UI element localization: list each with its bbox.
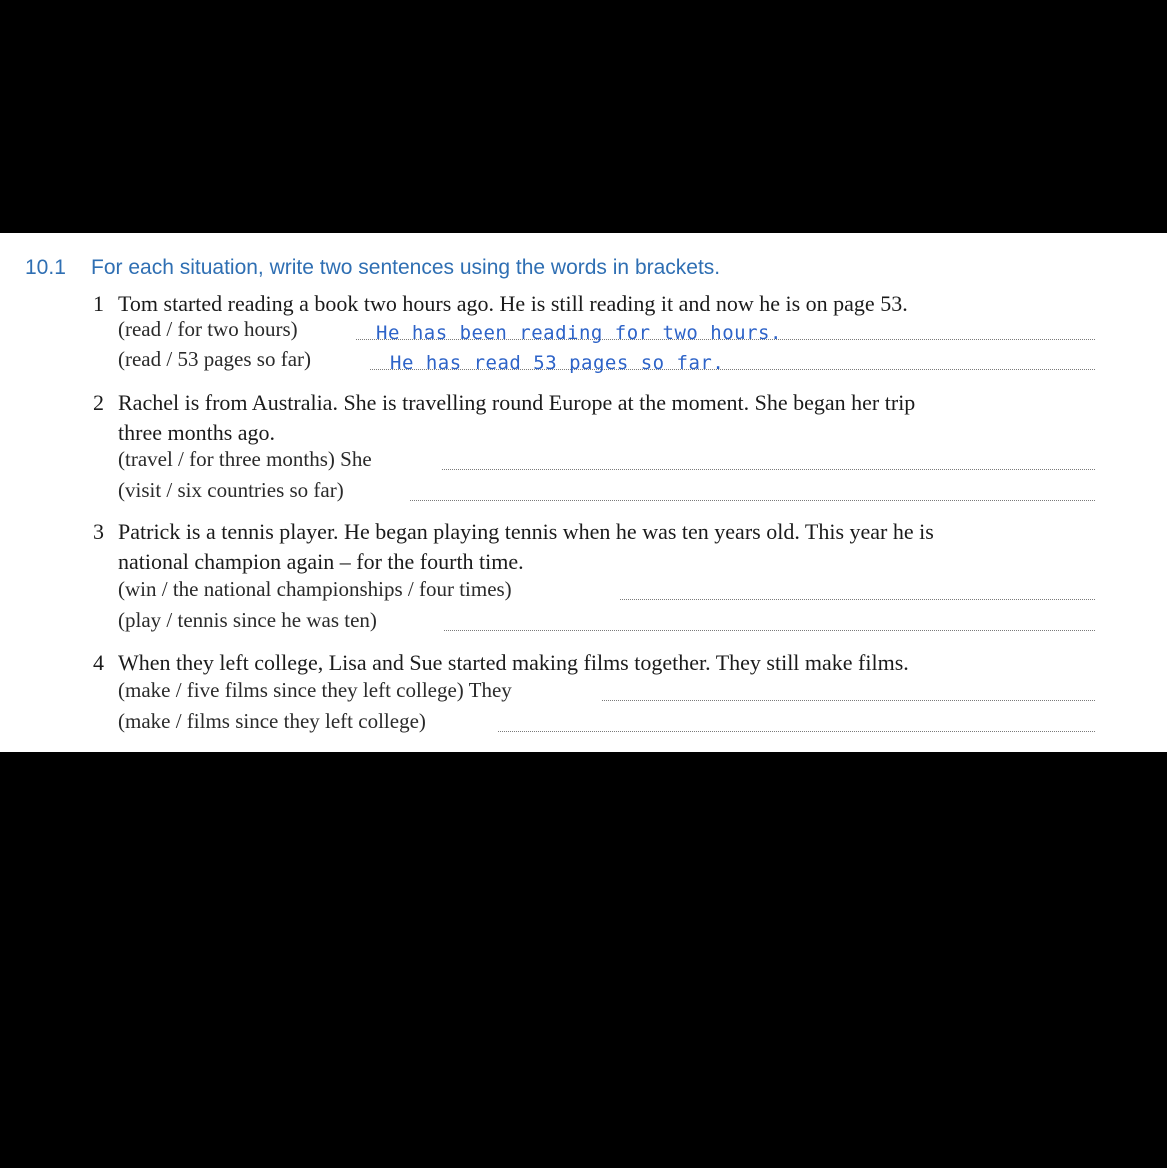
prompt-cue: (visit / six countries so far) — [118, 478, 344, 502]
situation-text-line: When they left college, Lisa and Sue started making films together. They still make films. — [118, 650, 909, 675]
situation-text-line: Patrick is a tennis player. He began playing tennis when he was ten years old. This year he is — [118, 519, 934, 544]
answer-line[interactable] — [118, 346, 1095, 376]
dotted-answer-line — [410, 500, 1095, 501]
dotted-answer-line — [620, 599, 1095, 600]
prompt-cue: (win / the national championships / four times) — [118, 577, 512, 601]
prompt-cue: (read / 53 pages so far) — [118, 347, 311, 371]
situation-text-line: national champion again – for the fourth time. — [118, 549, 524, 574]
handwritten-answer: He has been reading for two hours. — [376, 322, 782, 344]
situation-text-line: Rachel is from Australia. She is travelling round Europe at the moment. She began her trip — [118, 390, 916, 415]
dotted-answer-line — [444, 630, 1095, 631]
situation-number: 1 — [93, 291, 104, 316]
answer-line[interactable] — [118, 708, 1095, 738]
situation-text-line: Tom started reading a book two hours ago. He is still reading it and now he is on page 53. — [118, 291, 908, 316]
prompt-cue: (make / five films since they left college) They — [118, 678, 512, 702]
prompt-cue: (make / films since they left college) — [118, 709, 426, 733]
situation-number: 4 — [93, 650, 104, 675]
prompt-cue: (travel / for three months) She — [118, 447, 372, 471]
answer-line[interactable] — [118, 477, 1095, 507]
exercise-sheet — [0, 233, 1167, 752]
answer-line[interactable] — [118, 607, 1095, 637]
prompt-cue: (play / tennis since he was ten) — [118, 608, 377, 632]
exercise-number: 10.1 — [25, 256, 66, 279]
answer-line[interactable] — [118, 446, 1095, 476]
situation-number: 2 — [93, 390, 104, 415]
answer-line[interactable] — [118, 576, 1095, 606]
prompt-cue: (read / for two hours) — [118, 317, 298, 341]
answer-line[interactable] — [118, 316, 1095, 346]
dotted-answer-line — [498, 731, 1095, 732]
situation-text-line: three months ago. — [118, 420, 276, 445]
exercise-instruction: For each situation, write two sentences using the words in brackets. — [91, 256, 721, 279]
handwritten-answer: He has read 53 pages so far. — [390, 352, 725, 374]
dotted-answer-line — [602, 700, 1095, 701]
answer-line[interactable] — [118, 677, 1095, 707]
situation-number: 3 — [93, 519, 104, 544]
dotted-answer-line — [442, 469, 1095, 470]
